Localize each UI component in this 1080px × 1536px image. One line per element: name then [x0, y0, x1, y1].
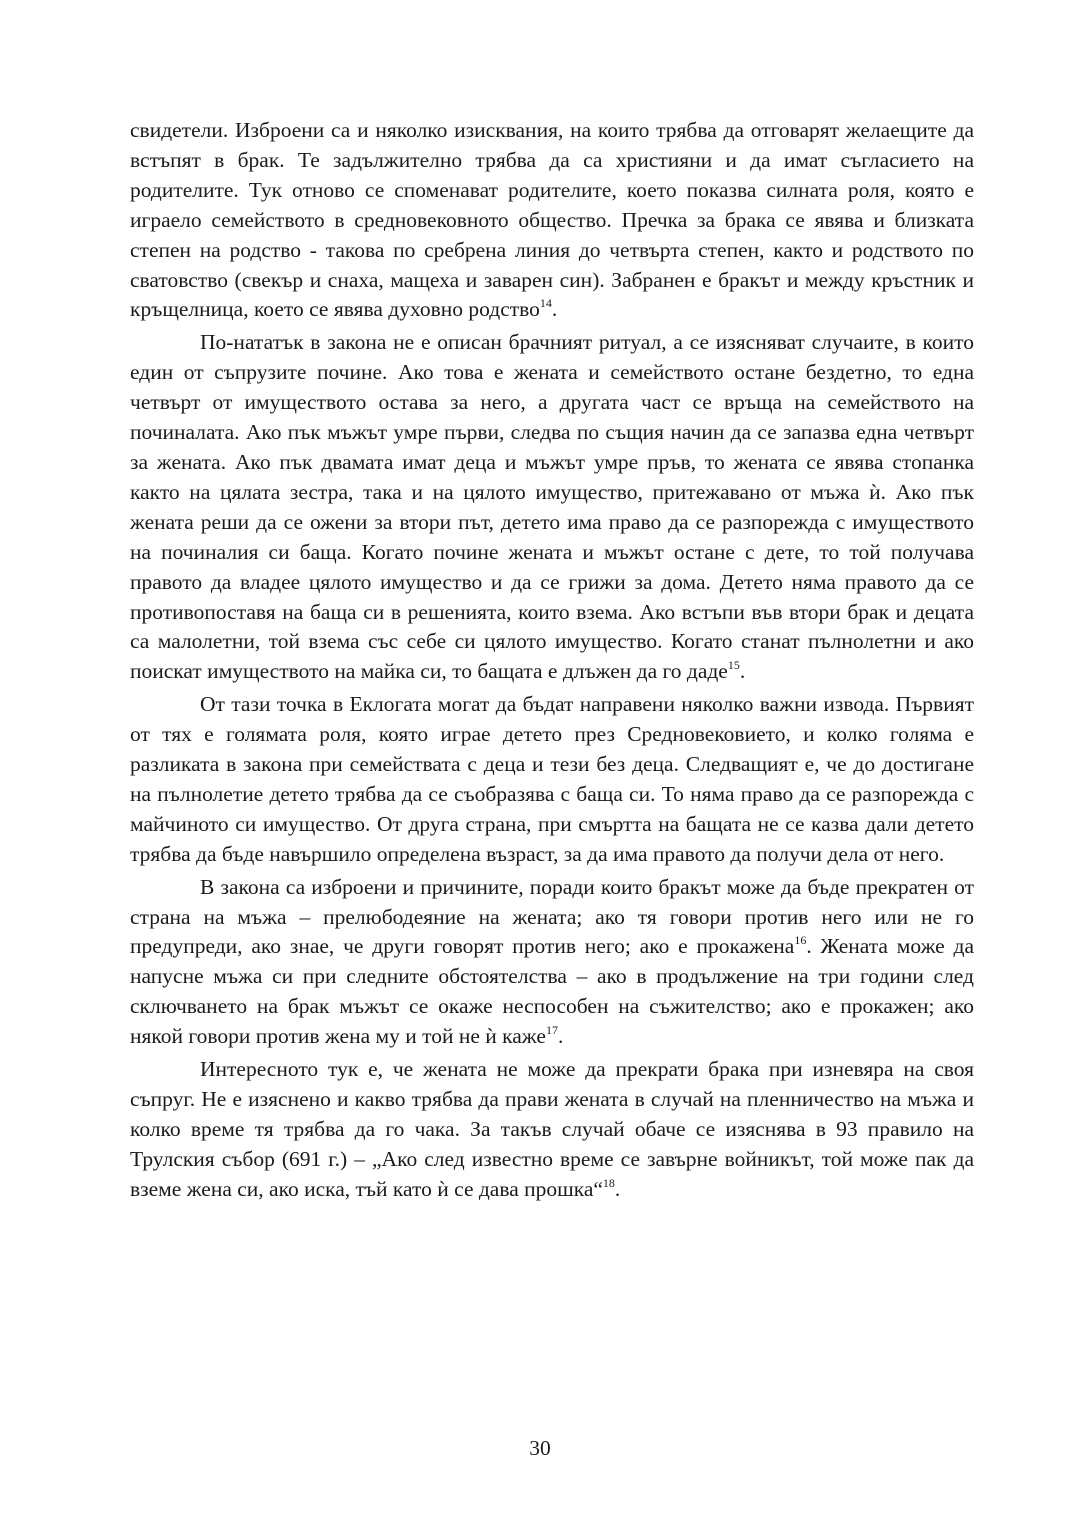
footnote-ref-18[interactable]: 18 [602, 1175, 615, 1190]
paragraph-text: В закона са изброени и причините, поради които бракът може да бъде прекратен от страна на мъжа – прелюбодеяние на жената; ако тя говори против него или не го предупреди, ако знае, че други говорят против него; ако е прокажена [130, 874, 974, 959]
paragraph-3 [130, 690, 974, 869]
paragraph-5 [130, 1055, 974, 1205]
footnote-ref-16[interactable]: 16 [794, 933, 807, 948]
paragraph-text-continued: . Жената може да напусне мъжа си при следните обстоятелства – ако в продължение на три години след сключването на брак мъжът се окаже неспособен на съжителство; ако е прокажен; ако някой говори против жена му и той не ѝ каже [130, 934, 974, 1049]
paragraph-tail: . [551, 297, 558, 322]
paragraph-tail: . [614, 1176, 621, 1201]
body-text [130, 116, 974, 1205]
footnote-ref-17[interactable]: 17 [545, 1023, 558, 1038]
paragraph-text: Интересното тук е, че жената не може да прекрати брака при изневяра на своя съпруг. Не е изяснено и какво трябва да прави жената в случай на пленничество на мъжа и колко време тя трябва да го чака. За такъв случай обаче се изяснява в 93 правило на Трулския събор (691 г.) – „Ако след известно време се завърне войникът, той може пак да вземе жена си, ако иска, тъй като ѝ се дава прошка“ [130, 1057, 974, 1201]
paragraph-tail: . [739, 659, 746, 684]
paragraph-2 [130, 328, 974, 687]
page-number: 30 [529, 1436, 551, 1460]
paragraph-4 [130, 873, 974, 1052]
paragraph-1 [130, 116, 974, 325]
paragraph-tail: . [557, 1024, 564, 1049]
paragraph-text: свидетели. Изброени са и няколко изисквания, на които трябва да отговарят желаещите да встъпят в брак. Те задължително трябва да са християни и да имат съгласието на родителите. Тук отново се споменават родителите, което показва силната роля, която е играело семейството в средновековното общество. Пречка за брака се явява и близката степен на родство - такова по сребрена линия до четвърта степен, както и родството по сватовство (свекър и снаха, мащеха и заварен син). Забранен е бракът и между кръстник и кръщелница, което се явява духовно родство [130, 118, 974, 322]
footnote-ref-15[interactable]: 15 [727, 658, 740, 673]
paragraph-text: По-нататък в закона не е описан брачният ритуал, а се изясняват случаите, в които един от съпрузите почине. Ако това е жената и семейството остане бездетно, то една четвърт от имуществото остава за него, а другата част се връща на семейството на починалата. Ако пък мъжът умре първи, следва по същия начин да се запазва една четвърт за жената. Ако пък двамата имат деца и мъжът умре пръв, то жената се явява стопанка както на цялата зестра, така и на цялото имущество, притежавано от мъжа ѝ. Ако пък жената реши да се ожени за втори път, детето има право да се разпорежда с имуществото на починалия си баща. Когато почине жената и мъжът остане с дете, то той получава правото да владее цялото имущество и да се грижи за дома. Детето няма правото да се противопоставя на баща си в решенията, които взема. Ако встъпи във втори брак и децата са малолетни, той взема със себе си цялото имущество. Когато станат пълнолетни и ако поискат имуществото на майка си, то бащата е длъжен да го даде [130, 330, 974, 684]
footnote-ref-14[interactable]: 14 [539, 296, 552, 311]
paragraph-text: От тази точка в Еклогата могат да бъдат направени няколко важни извода. Първият от тях е голямата роля, която играе детето през Средновековието, и колко голяма е разликата в закона при семействата с деца и тези без деца. Следващият е, че до достигане на пълнолетие детето трябва да се съобразява с баща си. То няма право да се разпорежда с майчиното си имущество. От друга страна, при смъртта на бащата не се казва дали детето трябва да бъде навършило определена възраст, за да има правото да получи дела от него. [130, 692, 974, 866]
